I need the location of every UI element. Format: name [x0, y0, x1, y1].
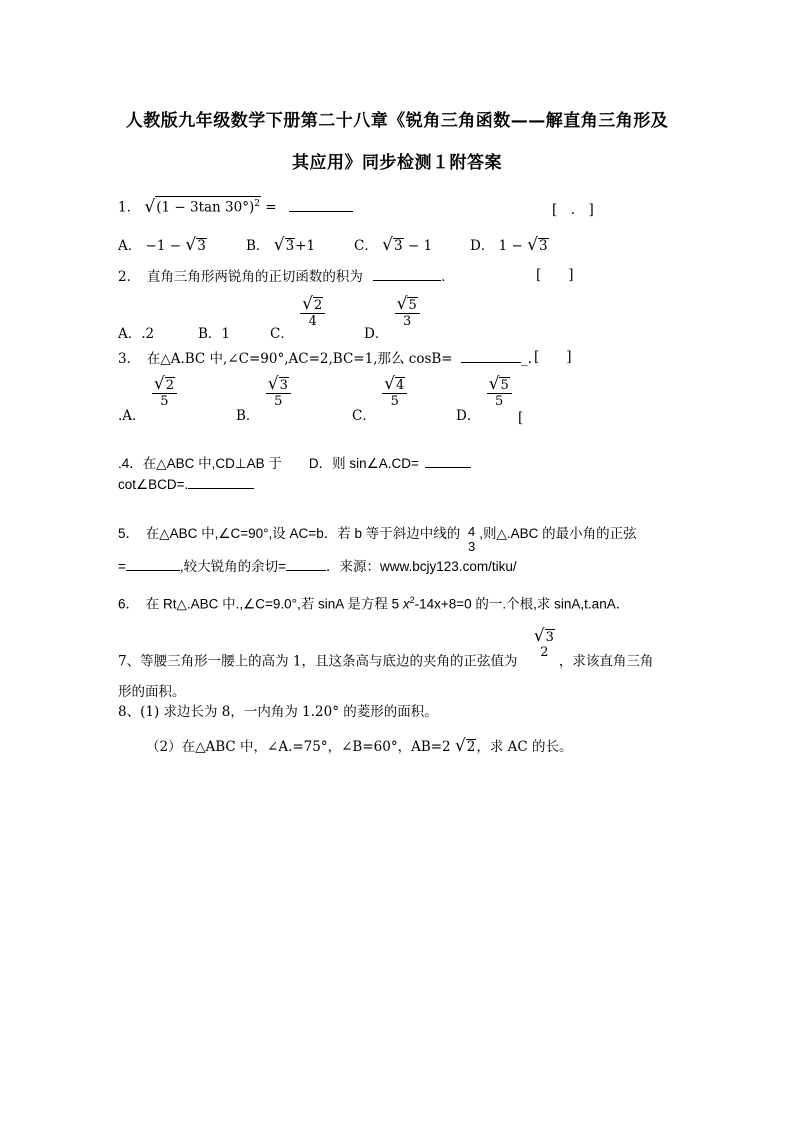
- q3-option-b-numerator: 3: [279, 378, 288, 393]
- question-2: [118, 266, 455, 286]
- q1-option-c-label: C．: [354, 238, 378, 254]
- q1-sqrt-expression: [144, 196, 261, 216]
- q5-text-post: ,则△.ABC 的最小角的正弦: [479, 526, 637, 541]
- q3-option-d-numerator: 5: [500, 378, 509, 393]
- radical-icon: √: [527, 235, 538, 255]
- q3-option-d-denominator: 5: [495, 394, 504, 409]
- q2-option-c-denominator: 4: [308, 314, 317, 329]
- q1-option-b: [246, 234, 315, 254]
- radical-icon: √: [384, 374, 395, 394]
- q1-option-a-label: A．: [118, 238, 142, 254]
- q1-answer-blank[interactable]: [289, 197, 353, 212]
- q2-option-d-label: D．: [364, 326, 389, 342]
- q5-answer-blank-2[interactable]: [286, 556, 326, 571]
- question-8: 8、(1) 求边长为 8，一内角为 1.20° 的菱形的面积。: [118, 704, 438, 720]
- q7-text-pre: 7、等腰三角形一腰上的高为 1，且这条高与底边的夹角的正弦值为: [118, 653, 518, 670]
- q3-option-b-label: B．: [236, 408, 260, 424]
- q6-exponent: 2: [409, 595, 415, 605]
- q1-number: 1．: [118, 199, 141, 216]
- q2-option-c-label: C．: [270, 326, 294, 342]
- q7-fraction-numerator: 3: [545, 630, 554, 645]
- q3-text: 3． 在△A.BC 中,∠C=90°,AC=2,BC=1,那么 cosB=: [118, 351, 453, 367]
- question-3: [118, 348, 532, 368]
- q5-fraction-denominator: 3: [467, 539, 476, 554]
- q4-line1: .4．在△ABC 中,CD⊥AB 于 D．则 sin∠A.CD=: [118, 456, 419, 471]
- q1-option-a: [118, 234, 207, 254]
- q3-option-a-denominator: 5: [160, 394, 169, 409]
- q3-option-d-tail: [: [518, 410, 524, 426]
- q5-line2-pre: =: [118, 559, 126, 574]
- document-title-line2: 其应用》同步检测１附答案: [292, 153, 502, 173]
- q6-text-post: -14x+8=0 的一.个根,求 sinA,t.anA．: [414, 596, 630, 612]
- q1-option-d-label: D．: [470, 238, 495, 254]
- radical-icon: √: [267, 374, 279, 394]
- q5-answer-blank-1[interactable]: [126, 556, 180, 571]
- radical-icon: √: [153, 374, 165, 394]
- q5-fraction-numerator: 4: [467, 524, 476, 539]
- question-7: [118, 628, 653, 671]
- q2-text: 2． 直角三角形两锐角的正切函数的积为: [118, 269, 363, 285]
- q8-line2-pre: （2）在△ABC 中，∠A.=75°，∠B=60°，AB=2: [146, 739, 451, 755]
- q1-radicand: (1 − 3tan 30°): [156, 199, 255, 216]
- q3-option-c-denominator: 5: [390, 394, 399, 409]
- q2-option-d-denominator: 3: [403, 314, 412, 329]
- q8-line2-post: ，求 AC 的长。: [476, 739, 573, 755]
- radical-icon: √: [302, 294, 313, 314]
- document-title-line1: 人教版九年级数学下册第二十八章《锐角三角函数——解直角三角形及: [125, 111, 669, 131]
- q6-text-pre: 6． 在 Rt△.ABC 中.,∠C=9.0°,若 sinA 是方程 5: [118, 596, 400, 612]
- q6-variable: x: [402, 596, 410, 612]
- q3-option-d: [456, 376, 523, 426]
- radical-icon: √: [144, 196, 156, 217]
- radical-icon: √: [488, 374, 500, 394]
- q8-radicand: 2: [466, 739, 476, 755]
- q1-exponent: 2: [254, 199, 260, 209]
- question-6: [118, 591, 629, 614]
- q1-option-a-prefix: −1 −: [145, 238, 182, 254]
- q1-option-b-suffix: +1: [295, 238, 316, 254]
- radical-icon: √: [396, 294, 408, 314]
- radical-icon: √: [185, 235, 197, 255]
- q1-option-c: [354, 234, 432, 254]
- q2-option-a: A．.2: [118, 326, 155, 342]
- question-5: [118, 524, 637, 554]
- radical-icon: √: [382, 235, 393, 255]
- q3-option-a-label: .A．: [118, 408, 146, 424]
- q5-line2-post: ．来源：www.bcjy123.com/tiku/: [326, 559, 517, 574]
- q2-option-d: [364, 296, 422, 342]
- q7-fraction-denominator: 2: [540, 645, 549, 660]
- q3-option-b: [236, 376, 293, 424]
- q5-text-pre: 5． 在△ABC 中,∠C=90°,设 AC=b．若 b 等于斜边中线的: [118, 526, 461, 541]
- q3-option-c: [352, 376, 409, 424]
- question-1: [118, 196, 353, 217]
- question-7-cont: 形的面积。: [118, 684, 186, 700]
- q1-option-c-suffix: − 1: [407, 238, 433, 254]
- q1-option-b-radicand: 3: [285, 238, 295, 254]
- q2-answer-blank[interactable]: [373, 266, 441, 281]
- q1-option-d: [470, 234, 549, 254]
- q1-option-b-label: B．: [246, 238, 270, 254]
- q3-bracket: [ ]: [534, 349, 572, 365]
- question-5-cont: [118, 556, 517, 576]
- q7-text-post: ，求该直角三角: [558, 653, 654, 670]
- question-4-cont: [118, 474, 254, 494]
- q2-option-c: [270, 296, 327, 342]
- q2-bracket: [ ]: [536, 267, 574, 283]
- q4-answer-blank-1[interactable]: [425, 453, 471, 468]
- q5-line2-mid: ,较大锐角的余切=: [179, 559, 287, 574]
- q4-answer-blank-2[interactable]: [188, 474, 254, 489]
- q3-option-c-numerator: 4: [395, 378, 405, 393]
- q1-option-a-radicand: 3: [197, 238, 206, 254]
- q1-option-d-radicand: 3: [538, 238, 548, 254]
- q3-answer-blank[interactable]: [461, 348, 521, 363]
- q2-option-b: B．1: [198, 326, 231, 342]
- q3-option-b-denominator: 5: [274, 394, 283, 409]
- q3-option-a: [118, 376, 179, 424]
- q2-option-d-numerator: 5: [408, 298, 417, 313]
- q3-option-c-label: C．: [352, 408, 376, 424]
- q3-tail: _.: [520, 351, 532, 367]
- q3-option-a-numerator: 2: [165, 378, 174, 393]
- q3-option-d-label: D．: [456, 408, 481, 424]
- q2-tail: ．: [441, 269, 455, 285]
- q1-option-c-radicand: 3: [393, 238, 403, 254]
- question-4: [118, 453, 471, 473]
- question-8-part-2: [146, 738, 573, 756]
- q1-equals: =: [265, 199, 281, 216]
- radical-icon: √: [273, 235, 285, 255]
- radical-icon: √: [533, 626, 545, 646]
- q1-bracket: [ . ]: [552, 202, 594, 218]
- radical-icon: √: [454, 736, 466, 756]
- q1-option-d-prefix: 1 −: [498, 238, 523, 254]
- q4-line2: cot∠BCD=.: [118, 477, 189, 492]
- q2-option-c-numerator: 2: [313, 298, 323, 313]
